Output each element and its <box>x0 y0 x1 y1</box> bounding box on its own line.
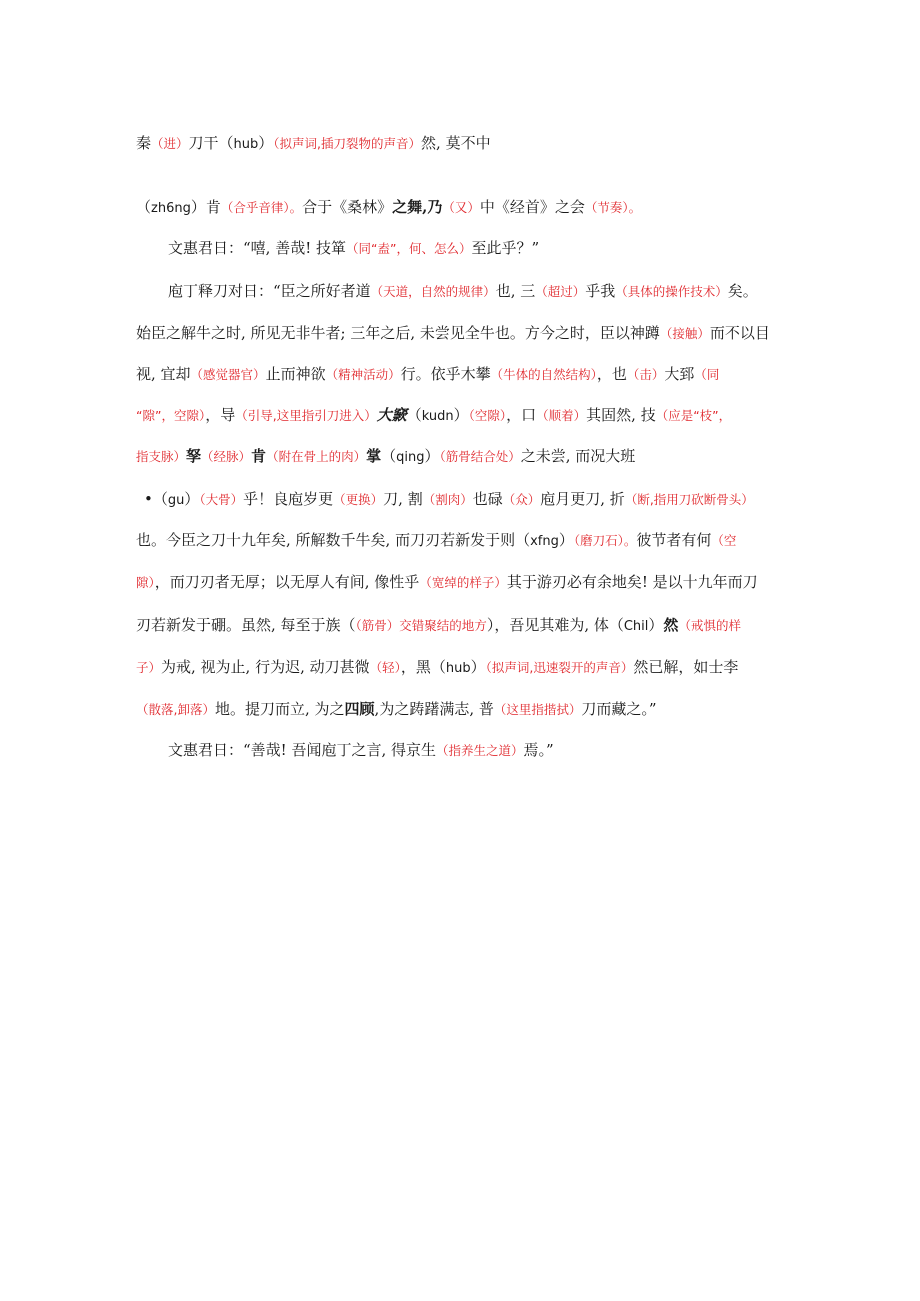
annotation: （节奏）。 <box>584 200 642 215</box>
annotation: （经脉） <box>201 449 252 464</box>
text-line <box>136 699 786 720</box>
text-line <box>136 364 786 385</box>
annotation: （同 <box>694 367 720 382</box>
annotation: （附在骨上的肉） <box>266 449 367 464</box>
annotation: （击） <box>626 367 665 382</box>
text-run: （ <box>136 198 152 216</box>
text-run: ） <box>470 658 486 676</box>
text-run: 其于游刃必有余地矣! 是以十九年而刀 <box>506 573 758 591</box>
text-run: 掌 <box>366 447 382 465</box>
text-run: 乎！良庖岁更 <box>243 490 334 508</box>
annotation: （接触） <box>659 326 710 341</box>
text-line <box>136 657 786 679</box>
pinyin: xfng <box>530 534 559 549</box>
annotation: （筋骨）交错聚结的地方 <box>355 618 487 633</box>
annotation: （断,指用刀砍断骨头） <box>624 492 754 507</box>
text-run: 刀而藏之。” <box>581 700 657 718</box>
text-run: 地。提刀而立, 为之 <box>214 700 345 718</box>
text-run: ） <box>648 616 664 634</box>
text-run: ，黑（ <box>400 658 446 676</box>
annotation: （这里指揩拭） <box>493 702 582 717</box>
text-run: 也碌 <box>472 490 503 508</box>
annotation: （指养生之道） <box>436 743 524 758</box>
pinyin: Chil <box>623 619 649 634</box>
text-run: •（ <box>144 490 168 508</box>
text-line <box>136 405 786 427</box>
text-line <box>168 238 786 259</box>
annotation: （引导,这里指引刀进入） <box>235 408 377 423</box>
text-run: ，口 <box>506 406 537 424</box>
annotation: （轻） <box>369 660 401 675</box>
text-run: 视, 宜却 <box>136 365 191 383</box>
annotation: （空 <box>711 533 737 548</box>
text-run: 然已解，如士李 <box>633 658 739 676</box>
annotation: 隙） <box>136 575 155 590</box>
annotation: 子） <box>136 660 162 675</box>
text-run: 至此乎？” <box>471 239 540 257</box>
text-run: 其固然, 技 <box>586 406 656 424</box>
text-run: 然 <box>663 616 679 634</box>
annotation: （具体的操作技术） <box>615 284 728 299</box>
text-run: ） <box>424 447 440 465</box>
text-run: 文惠君日：“善哉! 吾闻庖丁之言, 得京生 <box>168 741 437 759</box>
text-run: 止而神欲 <box>265 365 326 383</box>
text-run: （ <box>381 447 397 465</box>
annotation: （精神活动） <box>325 367 401 382</box>
text-run: 合于《桑林》 <box>302 198 393 216</box>
text-run: 刃若新发于硼。虽然, 每至于族（ <box>136 616 356 634</box>
text-run: 刀干（ <box>188 134 234 152</box>
text-run: 四顾 <box>344 700 375 718</box>
pinyin: hub <box>233 137 259 152</box>
text-run: 肯 <box>251 447 267 465</box>
text-run: 而不以目 <box>709 324 770 342</box>
annotation: （拟声词,迅速裂开的声音） <box>485 660 634 675</box>
annotation: （应是“枝”， <box>655 408 732 423</box>
annotation: （同“盍”，何、怎么） <box>346 241 472 256</box>
text-run: 中《经首》之会 <box>479 198 585 216</box>
pinyin: hub <box>445 661 471 676</box>
annotation: （戒惧的样 <box>678 618 741 633</box>
text-run: 矣。 <box>727 282 758 300</box>
pinyin: zh6ng <box>151 201 191 216</box>
text-run: 为戒, 视为止, 行为迟, 动刀甚微 <box>161 658 370 676</box>
annotation: （顺着） <box>536 408 587 423</box>
text-line <box>136 615 786 637</box>
annotation: （众） <box>502 492 541 507</box>
annotation: （宽绰的样子） <box>419 575 507 590</box>
annotation: 指支脉） <box>136 449 187 464</box>
text-run: ） <box>190 198 206 216</box>
text-run: 焉。” <box>523 741 554 759</box>
text-run: 秦 <box>136 134 152 152</box>
text-run: 庖月更刀, 折 <box>540 490 625 508</box>
pinyin: qing <box>396 450 425 465</box>
pinyin: kudn <box>421 409 454 424</box>
text-line <box>136 446 786 468</box>
text-run: ） <box>558 531 574 549</box>
annotation: （超过） <box>535 284 586 299</box>
text-run: 然, 莫不中 <box>421 134 491 152</box>
text-run: ） <box>453 406 469 424</box>
text-line <box>136 197 786 219</box>
text-run: 大郅 <box>664 365 695 383</box>
text-line <box>168 740 786 761</box>
annotation: （筋骨结合处） <box>439 449 521 464</box>
annotation: （更换） <box>333 492 384 507</box>
text-run: 大窾 <box>376 406 407 424</box>
text-run: 始臣之解牛之时, 所见无非牛者; 三年之后, 未尝见全牛也。方今之时，臣以神蹲 <box>136 324 660 342</box>
text-run: 肯 <box>205 198 221 216</box>
text-line <box>136 530 786 552</box>
annotation: （牛体的自然结构） <box>490 367 597 382</box>
annotation: （又） <box>442 200 480 215</box>
annotation: （空隙） <box>468 408 507 423</box>
text-run: ，导 <box>205 406 236 424</box>
text-run: 彼节者有何 <box>636 531 712 549</box>
annotation: （大骨） <box>199 492 244 507</box>
text-line <box>136 323 786 344</box>
annotation: （割肉） <box>422 492 473 507</box>
text-run: 也, 三 <box>495 282 536 300</box>
text-run: ） <box>184 490 200 508</box>
pinyin: gu <box>167 493 185 508</box>
annotation: （磨刀石）。 <box>573 533 637 548</box>
annotation: （合乎音律）。 <box>220 200 303 215</box>
text-run: ），吾见其难为, 体（ <box>486 616 624 634</box>
text-line <box>168 281 786 302</box>
text-run: 乎我 <box>585 282 616 300</box>
annotation: （感觉器官） <box>190 367 266 382</box>
text-run: 文惠君日：“嘻, 善哉! 技箪 <box>168 239 347 257</box>
annotation: （散落,卸落） <box>136 702 215 717</box>
text-run: ） <box>258 134 274 152</box>
text-run: 行。依乎木攀 <box>400 365 491 383</box>
text-run: ,为之踌躇满志, 普 <box>374 700 494 718</box>
text-run: （ <box>406 406 422 424</box>
text-run: 之未尝, 而况大班 <box>520 447 636 465</box>
text-run: 孥 <box>186 447 202 465</box>
text-run: 庖丁释刀对日：“臣之所好者道 <box>168 282 371 300</box>
annotation: （天道，自然的规律） <box>370 284 496 299</box>
text-run: 刀, 割 <box>383 490 423 508</box>
annotation: “隙”，空隙） <box>136 408 206 423</box>
text-run: ，而刀刃者无厚；以无厚人有间, 像性乎 <box>154 573 420 591</box>
text-line <box>136 133 786 155</box>
text-run: ，也 <box>596 365 627 383</box>
text-line <box>144 489 794 511</box>
text-run: 之舞,乃 <box>392 198 443 216</box>
annotation: （拟声词,插刀裂物的声音） <box>273 136 422 151</box>
text-line <box>136 572 786 593</box>
annotation: （进） <box>151 136 189 151</box>
text-run: 也。今臣之刀十九年矣, 所解数千牛矣, 而刀刃若新发于则（ <box>136 531 531 549</box>
